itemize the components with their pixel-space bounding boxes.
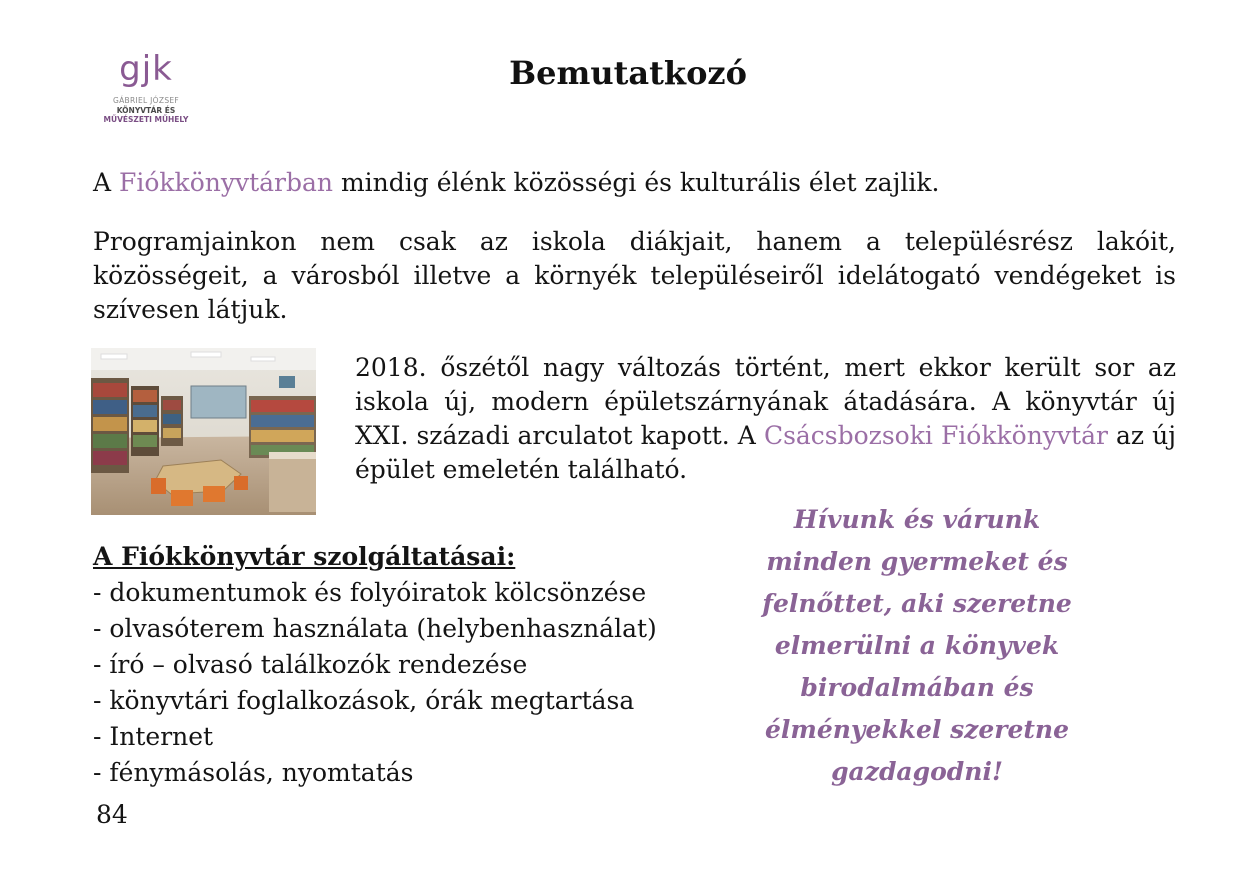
page-number: 84 <box>96 800 128 829</box>
service-item: - olvasóterem használata (helybenhasználat) <box>93 614 657 643</box>
invitation-text: Hívunk és várunk minden gyermeket és felnőttet, aki szeretne elmerülni a könyvek birodalmában és élményekkel szeretne gazdagodni! <box>762 505 1072 786</box>
programs-paragraph: Programjainkon nem csak az iskola diákjait, hanem a településrész lakóit, közösségeit, a városból illetve a környék településeiről idelátogató vendégeket is szívesen látjuk. <box>93 227 1176 324</box>
service-item: - fénymásolás, nyomtatás <box>93 758 414 787</box>
intro-text-before: A <box>93 168 120 197</box>
history-highlight: Csácsbozsoki Fiókkönyvtár <box>763 421 1108 450</box>
library-interior-image <box>91 348 316 515</box>
logo-line-library: KÖNYVTÁR ÉS <box>116 105 176 115</box>
page-title: Bemutatkozó <box>509 54 747 92</box>
services-heading: A Fiókkönyvtár szolgáltatásai: <box>93 542 516 571</box>
library-photo <box>91 348 316 515</box>
services-list <box>93 575 733 791</box>
logo-mark: gjk <box>119 49 173 89</box>
service-item: - Internet <box>93 722 214 751</box>
service-item: - dokumentumok és folyóiratok kölcsönzése <box>93 578 647 607</box>
services-section <box>93 539 733 791</box>
intro-paragraph <box>93 166 1176 200</box>
intro-text-after: mindig élénk közösségi és kulturális élet zajlik. <box>333 168 940 197</box>
service-item: - könyvtári foglalkozások, órák megtartása <box>93 686 635 715</box>
history-paragraph <box>355 351 1176 487</box>
logo-line-workshop: MŰVÉSZETI MŰHELY <box>103 115 189 124</box>
intro-highlight: Fiókkönyvtárban <box>119 168 334 197</box>
history-text-before: 2018. őszétől nagy változás történt, mert ekkor került sor az iskola új, modern épületszárnyának átadására. A könyvtár új XXI. századi arculatot kapott. A <box>355 353 1176 450</box>
logo-line-name: GÁBRIEL JÓZSEF <box>112 96 180 105</box>
history-text-after: az új épület emeletén található. <box>355 421 1177 484</box>
service-item: - író – olvasó találkozók rendezése <box>93 650 528 679</box>
